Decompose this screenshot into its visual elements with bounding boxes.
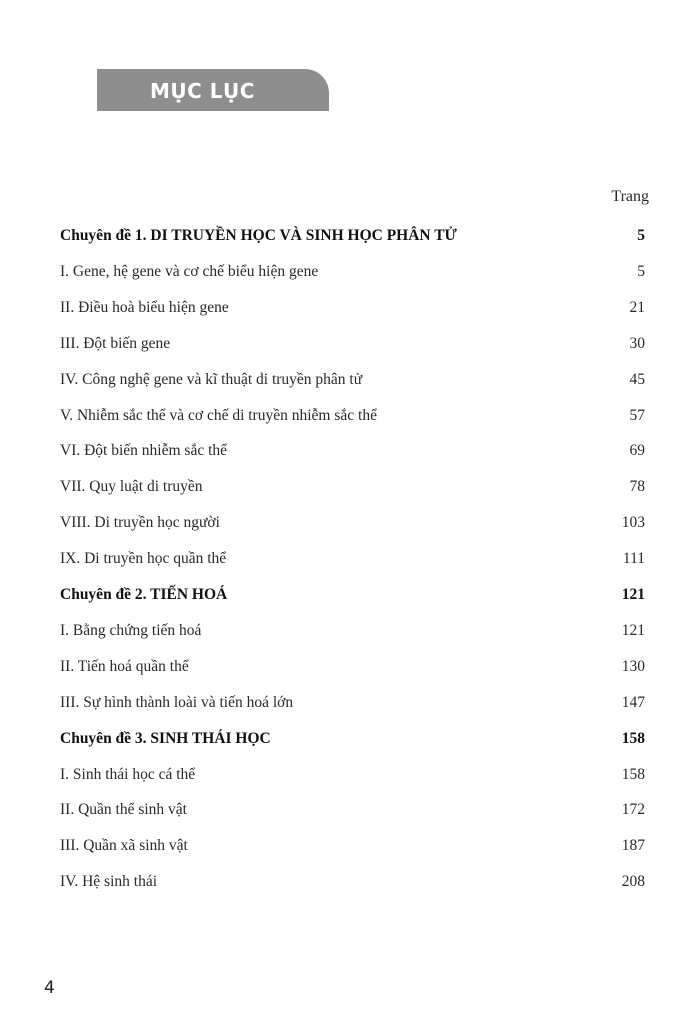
toc-item-title: VI. Đột biến nhiễm sắc thể (60, 442, 228, 459)
toc-page-number: 103 (621, 514, 645, 531)
toc-item-row (60, 295, 645, 321)
toc-page-number: 45 (629, 371, 645, 388)
toc-item-title: V. Nhiễm sắc thể và cơ chế di truyền nhiễm sắc thể (60, 407, 377, 424)
toc-page-number: 130 (621, 658, 645, 675)
toc-page-number: 69 (629, 442, 645, 459)
toc-item-row (60, 797, 645, 823)
toc-item-title: III. Đột biến gene (60, 335, 171, 352)
toc-page-number: 121 (621, 586, 645, 603)
toc-item-row (60, 438, 645, 464)
toc-item-title: II. Tiến hoá quần thể (60, 658, 189, 675)
toc-item-row (60, 762, 645, 788)
toc-item-row (60, 869, 645, 895)
toc-item-title: VIII. Di truyền học người (60, 514, 220, 531)
toc-item-title: IX. Di truyền học quần thể (60, 550, 227, 567)
toc-item-row (60, 474, 645, 500)
toc-item-row (60, 403, 645, 429)
toc-chapter-title: Chuyên đề 3. SINH THÁI HỌC (60, 730, 271, 747)
toc-item-row (60, 833, 645, 859)
toc-page-number: 111 (622, 550, 645, 567)
toc-chapter-title: Chuyên đề 1. DI TRUYỀN HỌC VÀ SINH HỌC PHÂN TỬ (60, 227, 457, 244)
toc-item-title: IV. Hệ sinh thái (60, 873, 158, 890)
toc-page-number: 172 (621, 801, 645, 818)
toc-item-title: VII. Quy luật di truyền (60, 478, 203, 495)
toc-item-row (60, 690, 645, 716)
toc-chapter-row (60, 582, 645, 608)
toc-item-title: II. Quần thể sinh vật (60, 801, 187, 818)
page-title: MỤC LỤC (150, 79, 255, 103)
toc-item-title: IV. Công nghệ gene và kĩ thuật di truyền phân tử (60, 371, 363, 388)
toc-item-title: I. Gene, hệ gene và cơ chế biểu hiện gene (60, 263, 319, 280)
toc-item-title: II. Điều hoà biểu hiện gene (60, 299, 229, 316)
toc-page-number: 158 (621, 766, 645, 783)
toc-item-title: III. Quần xã sinh vật (60, 837, 188, 854)
toc-item-row (60, 259, 645, 285)
toc-item-row (60, 546, 645, 572)
toc-item-row (60, 367, 645, 393)
toc-page-number: 5 (637, 263, 645, 280)
toc-page-number: 147 (621, 694, 645, 711)
toc-page-number: 78 (629, 478, 645, 495)
toc-chapter-row (60, 726, 645, 752)
toc-page-number: 158 (621, 730, 645, 747)
toc-item-row (60, 510, 645, 536)
toc-page-number: 5 (637, 227, 645, 244)
toc-item-title: I. Sinh thái học cá thể (60, 766, 196, 783)
toc-page-number: 208 (621, 873, 645, 890)
toc-chapter-title: Chuyên đề 2. TIẾN HOÁ (60, 586, 228, 603)
toc-item-title: I. Bằng chứng tiến hoá (60, 622, 202, 639)
toc-page-number: 121 (621, 622, 645, 639)
page-number: 4 (44, 978, 55, 998)
page-column-header: Trang (611, 188, 649, 205)
toc-item-row (60, 654, 645, 680)
toc-item-row (60, 331, 645, 357)
toc-chapter-row (60, 223, 645, 249)
toc-page-number: 30 (629, 335, 645, 352)
toc-page-number: 21 (629, 299, 645, 316)
toc-item-row (60, 618, 645, 644)
toc-page-number: 187 (621, 837, 645, 854)
toc-page-number: 57 (629, 407, 645, 424)
toc-item-title: III. Sự hình thành loài và tiến hoá lớn (60, 694, 294, 711)
